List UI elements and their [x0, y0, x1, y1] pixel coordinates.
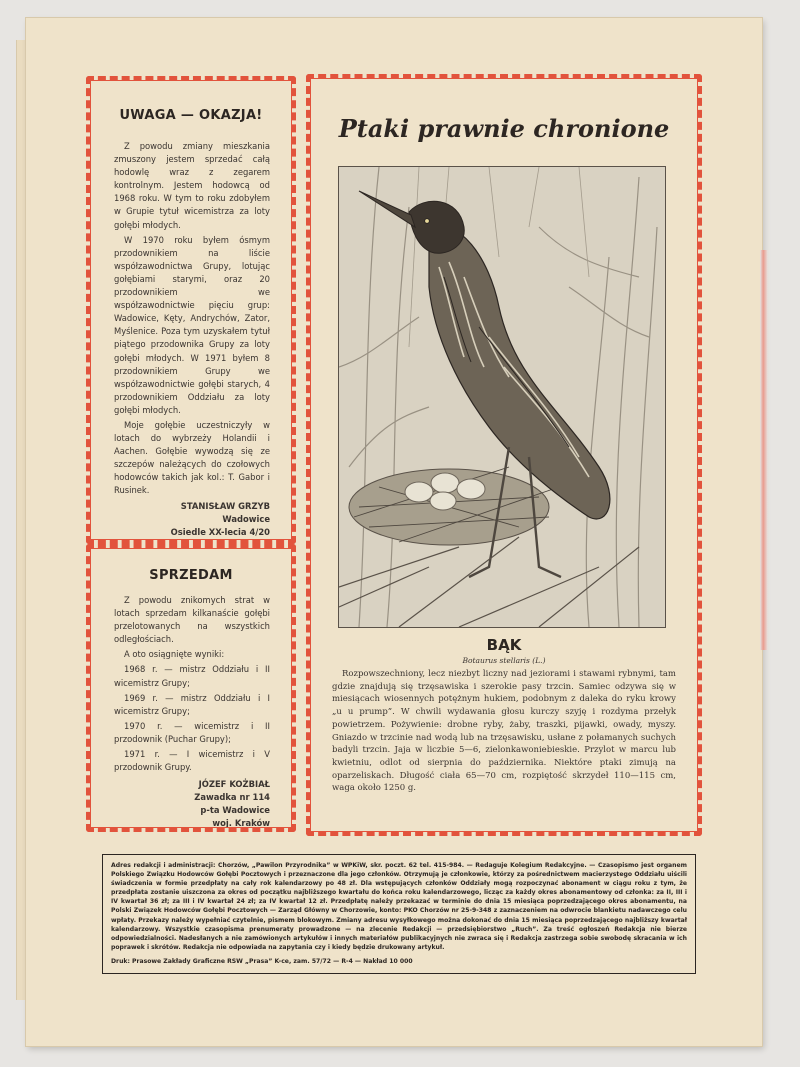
article-box: [310, 78, 698, 832]
ad-paragraph: Z powodu znikomych strat w lotach sprzedam kilkanaście gołębi przelotowanych na wszystkich odległościach.: [114, 595, 270, 645]
imprint-box: [102, 854, 696, 974]
result-line: 1971 r. — I wicemistrz i V przodownik Grupy.: [114, 749, 270, 773]
article-title: Ptaki prawnie chronione: [338, 114, 670, 143]
ad-paragraph: Moje gołębie uczestniczyły w lotach do wybrzeży Holandii i Aachen. Gołębie wywodzą się ze szczepów należących do czołowych hodowców takich jak kol.: T. Gabor i Rusinek.: [114, 419, 270, 496]
ad-box-uwaga: [90, 80, 292, 540]
ad-title-sprzedam: SPRZEDAM: [149, 568, 233, 583]
bird-description: [332, 668, 676, 795]
bittern-illustration: [338, 166, 666, 628]
ad-body-sprzedam: [114, 594, 270, 830]
ad-signature-line: p-ta Wadowice: [200, 805, 270, 816]
imprint-text: Adres redakcji i administracji: Chorzów, „Pawilon Przyrodnika” w WPKiW, skr. poczt. 62 tel. 415-984. — Redaguje Kolegium Redakcyjne. — Czasopismo jest organem Polskiego Związku Hodowców Gołębi Pocztowych i przeznaczone dla jego członków. Otrzymują je członkowie, którzy za pośrednictwem macierzystego Oddziału uiścili świadczenia w formie przedpłaty na cały rok kalendarzowy po 48 zł. Dla wstępujących członków Oddziały mogą rozpoczynać abonament w ciągu roku z tym, że przedpłata zostanie uiszczona za okres od początku najbliższego kwartału do końca roku kalendarzowego, licząc za każdy okres abonamentowy od członka: za II, III i IV kwartał 36 zł; za III i IV kwartał 24 zł; za IV kwartał 12 zł. Przedpłatę należy przekazać w terminie do dnia 15 miesiąca poprzedzającego okres abonamentu, na Polski Związek Hodowców Gołębi Pocztowych — Zarząd Główny w Chorzowie, konto: PKO Chorzów nr 25-9-348 z zaznaczeniem na odwrocie blankietu nadawczego celu wpłaty. Przekazy należy wypełniać czytelnie, pismem blokowym. Zmiany adresu wysyłkowego można dokonać do dnia 15 miesiąca poprzedzającego najbliższy kwartał kalendarzowy. Wszystkie czasopisma prenumeraty prowadzone — na zlecenie Redakcji — przedsiębiorstwo „Ruch”. Za treść ogłoszeń Redakcja nie bierze odpowiedzialności. Nadesłanych a nie zamówionych artykułów i innych materiałów publikacyjnych nie zwraca się i Redakcja zastrzega sobie swobodę skracania w ich poprawek i skrótów. Redakcja nie odpowiada na zapytania czy i kiedy będzie drukowany artykuł.: [111, 862, 687, 951]
ad-signature-name: STANISŁAW GRZYB: [180, 500, 270, 511]
ad-signature-city: Wadowice: [222, 513, 270, 524]
ad-signature-line: woj. Kraków: [212, 818, 270, 829]
ad-paragraph: W 1970 roku byłem ósmym przodownikiem na liście współzawodnictwa Grupy, lotując gołębiami starymi, oraz 20 przodownikiem we współzawodnictwie pięciu grup: Wadowice, Kęty, Andrychów, Zator, Myślenice. Poza tym uzyskałem tytuł piątego przodownika Grupy za loty gołębi młodych. W 1971 byłem 8 przodownikiem Grupy we współzawodnictwie gołębi starych, 4 przodownikiem Oddziału za loty gołębi młodych.: [114, 234, 270, 415]
ad-signature-address: Osiedle XX-lecia 4/20: [170, 526, 270, 537]
bird-name: BĄK: [486, 636, 522, 654]
ad-paragraph: A oto osiągnięte wyniki:: [124, 649, 225, 660]
bird-description-text: Rozpowszechniony, lecz niezbyt liczny nad jeziorami i stawami rybnymi, tam gdzie znajdują się trzęsawiska i szerokie pasy trzcin. Samiec odzywa się w miesiącach wiosennych potężnym hukiem, podobnym z daleka do ryku krowy „u u prump”. W chwili wydawania głosu kurczy szyję i rozdyma przełyk powietrzem. Pożywienie: drobne ryby, żaby, traszki, pijawki, owady, myszy. Gniazdo w trzcinie nad wodą lub na trzęsawisku, usłane z połamanych suchych badyli trzcin. Jaja w liczbie 5—6, zielonkawoniebieskie. Przylot w marcu lub kwietniu, odlot od sierpnia do października. Niektóre ptaki zimują na oparzeliskach. Długość ciała 65—70 cm, rozpiętość skrzydeł 110—115 cm, waga około 1250 g.: [332, 669, 676, 794]
ad-body-uwaga: [114, 140, 270, 539]
red-page-edge: [760, 250, 768, 650]
result-line: 1970 r. — wicemistrz i II przodownik (Puchar Grupy);: [114, 720, 270, 744]
ad-paragraph: Z powodu zmiany mieszkania zmuszony jestem sprzedać całą hodowlę wraz z zegarem kontrolnym. Jestem hodowcą od 1968 roku. W tym to roku zdobyłem w Grupie tytuł wicemistrza za loty gołębi młodych.: [114, 141, 270, 230]
ad-signature-name: JÓZEF KOŻBIAŁ: [198, 779, 270, 790]
ad-title-uwaga: UWAGA — OKAZJA!: [119, 108, 263, 123]
bittern-drawing: [339, 167, 665, 627]
ad-box-sprzedam: [90, 548, 292, 828]
result-line: 1968 r. — mistrz Oddziału i II wicemistrz Grupy;: [114, 664, 270, 688]
result-line: 1969 r. — mistrz Oddziału i I wicemistrz Grupy;: [114, 692, 270, 716]
imprint-print-line: Druk: Prasowe Zakłady Graficzne RSW „Prasa” K-ce, zam. 57/72 — R-4 — Nakład 10 000: [111, 958, 413, 965]
bird-latin-name: Botaurus stellaris (L.): [462, 656, 546, 665]
ad-signature-line: Zawadka nr 114: [194, 792, 270, 803]
